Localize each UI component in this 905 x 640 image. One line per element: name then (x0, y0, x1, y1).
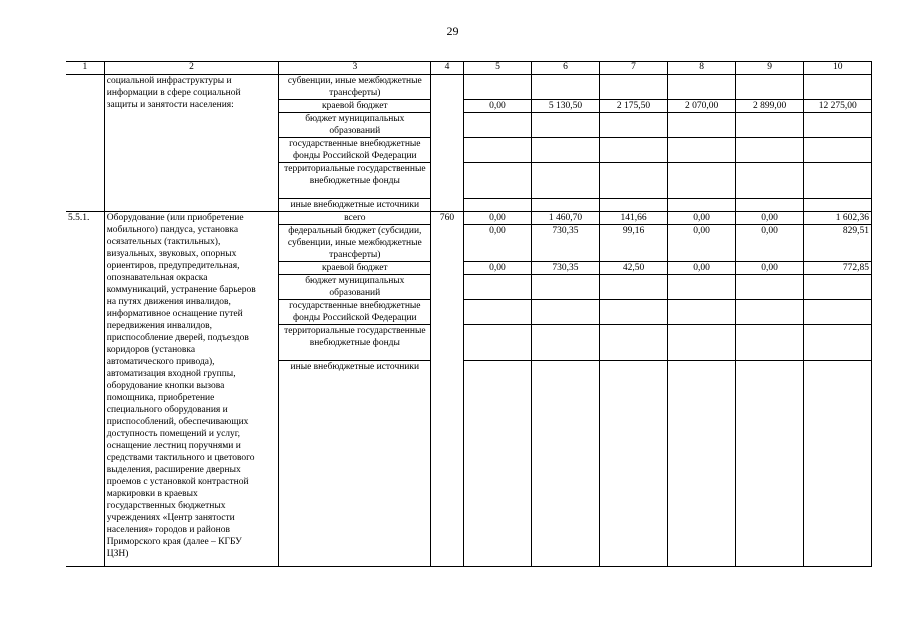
budget-table (66, 61, 872, 567)
code-cell: 760 (431, 212, 463, 567)
funding-source-cell: государственные внебюджетные фонды Российской Федерации (279, 138, 431, 163)
measure-name-cell: Оборудование (или приобретение мобильного) пандуса, установка осязательных (тактильных), визуальных, звуковых, опорных ориентиров, предупредительная, опознавательная окраска коммуникаций, устранение барьеров на путях движения инвалидов, информативное оснащение путей передвижения инвалидов, приспособление дверей, подъездов коридоров (установка автоматического привода), автоматизация входной группы, оборудование кнопки вызова помощника, приобретение специального оборудования и приспособлений, обеспечивающих доступность помещений и услуг, оснащение лестниц поручнями и средствами тактильного и цветового выделения, расширение дверных проемов с установкой контрастной маркировки в краевых государственных бюджетных учреждениях «Центр занятости населения» городов и районов Приморского края (далее – КГБУ ЦЗН) (104, 212, 278, 567)
value-cell (599, 361, 668, 567)
value-cell (532, 361, 600, 567)
page-number: 29 (446, 24, 459, 38)
value-cell (463, 199, 532, 212)
value-cell (804, 199, 872, 212)
header-cell: 3 (279, 62, 431, 75)
value-cell (735, 275, 804, 300)
value-cell (463, 275, 532, 300)
value-cell (532, 325, 600, 361)
value-cell: 2 899,00 (735, 100, 804, 113)
value-cell: 12 275,00 (804, 100, 872, 113)
value-cell: 1 602,36 (804, 212, 872, 225)
value-cell (804, 113, 872, 138)
value-cell: 0,00 (463, 262, 532, 275)
code-cell (431, 75, 463, 212)
header-cell: 1 (66, 62, 104, 75)
value-cell (532, 75, 600, 100)
funding-source-cell: субвенции, иные межбюджетные трансферты) (279, 75, 431, 100)
value-cell (532, 163, 600, 199)
value-cell (735, 113, 804, 138)
value-cell (463, 300, 532, 325)
value-cell (668, 361, 736, 567)
value-cell (668, 138, 736, 163)
funding-source-cell: иные внебюджетные источники (279, 361, 431, 567)
value-cell (804, 163, 872, 199)
value-cell: 2 070,00 (668, 100, 736, 113)
value-cell (532, 300, 600, 325)
funding-source-cell: краевой бюджет (279, 262, 431, 275)
measure-name-cell: социальной инфраструктуры и информации в сфере социальной защиты и занятости населения: (104, 75, 278, 212)
value-cell: 1 460,70 (532, 212, 600, 225)
value-cell (532, 113, 600, 138)
value-cell (668, 113, 736, 138)
funding-source-cell: федеральный бюджет (субсидии, субвенции, иные межбюджетные трансферты) (279, 225, 431, 262)
value-cell (668, 163, 736, 199)
value-cell (599, 75, 668, 100)
value-cell (735, 163, 804, 199)
funding-source-cell: бюджет муниципальных образований (279, 113, 431, 138)
value-cell (735, 325, 804, 361)
value-cell (599, 300, 668, 325)
value-cell: 0,00 (463, 225, 532, 262)
funding-source-cell: территориальные государственные внебюджетные фонды (279, 163, 431, 199)
header-cell: 9 (735, 62, 804, 75)
value-cell (668, 275, 736, 300)
value-cell: 0,00 (735, 225, 804, 262)
value-cell: 730,35 (532, 262, 600, 275)
value-cell (804, 138, 872, 163)
value-cell (735, 199, 804, 212)
value-cell (668, 300, 736, 325)
funding-source-cell: территориальные государственные внебюджетные фонды (279, 325, 431, 361)
value-cell (599, 138, 668, 163)
value-cell (463, 113, 532, 138)
table-row (66, 75, 872, 100)
value-cell (735, 361, 804, 567)
value-cell (804, 275, 872, 300)
value-cell: 0,00 (735, 262, 804, 275)
value-cell (804, 75, 872, 100)
value-cell: 5 130,50 (532, 100, 600, 113)
header-cell: 10 (804, 62, 872, 75)
row-number-cell: 5.5.1. (66, 212, 104, 567)
value-cell (599, 163, 668, 199)
value-cell: 99,16 (599, 225, 668, 262)
funding-source-cell: иные внебюджетные источники (279, 199, 431, 212)
value-cell: 2 175,50 (599, 100, 668, 113)
header-row (66, 62, 872, 75)
value-cell (668, 325, 736, 361)
header-cell: 6 (532, 62, 600, 75)
value-cell: 42,50 (599, 262, 668, 275)
value-cell (599, 199, 668, 212)
value-cell (532, 199, 600, 212)
header-cell: 7 (599, 62, 668, 75)
value-cell (463, 163, 532, 199)
funding-source-cell: краевой бюджет (279, 100, 431, 113)
value-cell: 0,00 (735, 212, 804, 225)
funding-source-cell: государственные внебюджетные фонды Российской Федерации (279, 300, 431, 325)
value-cell (599, 325, 668, 361)
value-cell (463, 325, 532, 361)
header-cell: 8 (668, 62, 736, 75)
value-cell (804, 325, 872, 361)
value-cell: 772,85 (804, 262, 872, 275)
value-cell (804, 300, 872, 325)
row-number-cell (66, 75, 104, 212)
header-cell: 5 (463, 62, 532, 75)
value-cell: 0,00 (668, 262, 736, 275)
value-cell (599, 275, 668, 300)
table-row (66, 212, 872, 225)
value-cell (532, 275, 600, 300)
value-cell (532, 138, 600, 163)
value-cell: 0,00 (463, 212, 532, 225)
header-cell: 4 (431, 62, 463, 75)
value-cell (599, 113, 668, 138)
value-cell: 0,00 (668, 225, 736, 262)
value-cell (463, 361, 532, 567)
value-cell: 730,35 (532, 225, 600, 262)
value-cell (668, 199, 736, 212)
value-cell (804, 361, 872, 567)
header-cell: 2 (104, 62, 278, 75)
value-cell (463, 138, 532, 163)
value-cell: 829,51 (804, 225, 872, 262)
value-cell (668, 75, 736, 100)
value-cell (735, 138, 804, 163)
funding-source-cell: бюджет муниципальных образований (279, 275, 431, 300)
value-cell (735, 300, 804, 325)
value-cell: 0,00 (463, 100, 532, 113)
value-cell: 141,66 (599, 212, 668, 225)
funding-source-cell: всего (279, 212, 431, 225)
value-cell: 0,00 (668, 212, 736, 225)
value-cell (463, 75, 532, 100)
value-cell (735, 75, 804, 100)
